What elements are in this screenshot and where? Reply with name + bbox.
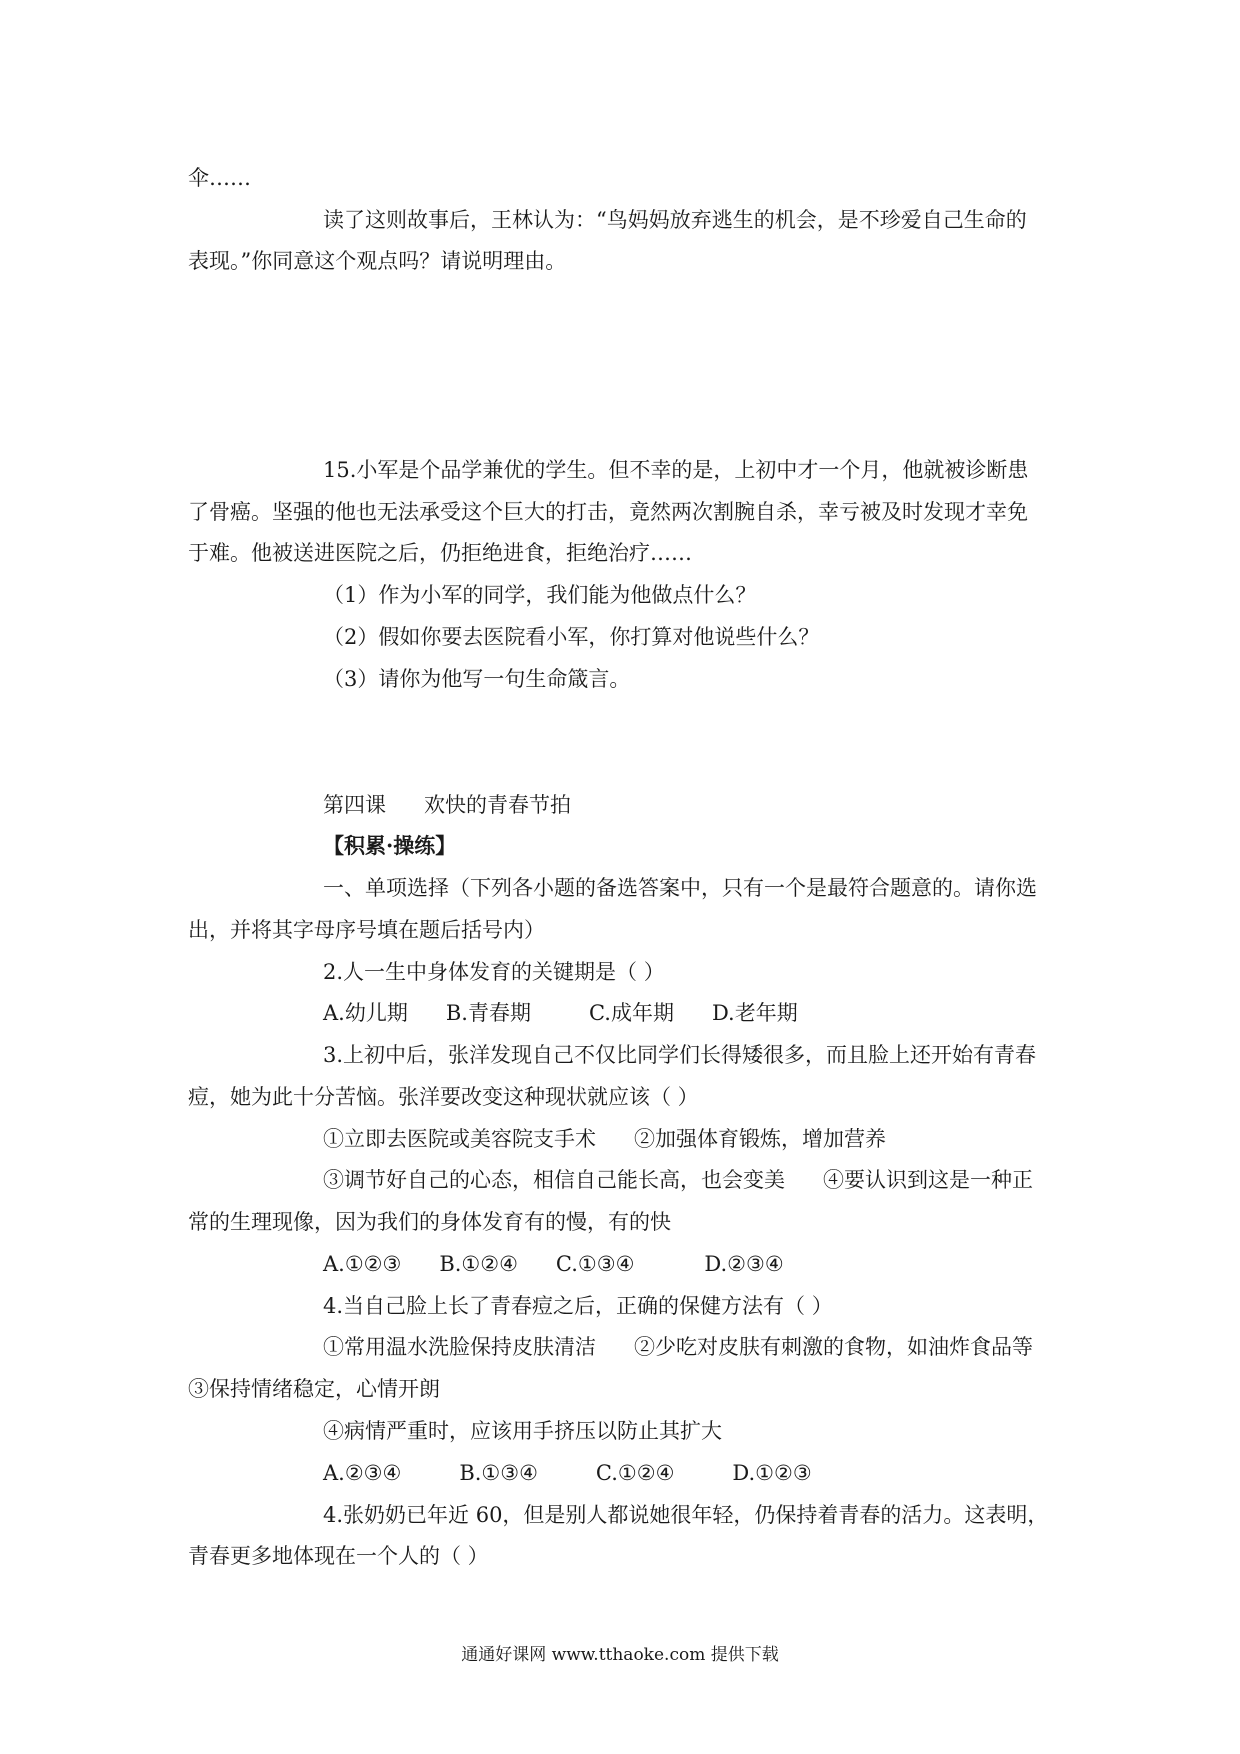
question-2: 2.人一生中身体发育的关键期是（ ）	[323, 960, 665, 984]
text-line: 伞……	[188, 166, 251, 190]
statement-row	[323, 1332, 1033, 1362]
statement-4: ④病情严重时，应该用手挤压以防止其扩大	[323, 1419, 722, 1443]
question-4: 4.当自己脸上长了青春痘之后，正确的保健方法有（ ）	[323, 1294, 833, 1318]
sub-question: （3）请你为他写一句生命箴言。	[323, 667, 631, 691]
option-a: A.①②③	[323, 1252, 402, 1276]
sub-question: （2）假如你要去医院看小军，你打算对他说些什么？	[323, 625, 820, 649]
option-d: D.②③④	[704, 1252, 784, 1276]
text-line: 表现。”你同意这个观点吗？请说明理由。	[188, 249, 567, 273]
option-c: C.①③④	[555, 1252, 635, 1276]
option-b: B.青春期	[445, 1001, 531, 1025]
option-a: A.②③④	[323, 1461, 402, 1485]
section-heading: 【积累·操练】	[323, 833, 457, 858]
option-c: C.①②④	[595, 1461, 675, 1485]
answer-options	[323, 1458, 812, 1488]
statement-3: ③调节好自己的心态，相信自己能长高，也会变美	[323, 1168, 785, 1192]
statement-row	[323, 1124, 886, 1154]
option-d: D.老年期	[711, 1001, 798, 1025]
question-15: 15.小军是个品学兼优的学生。但不幸的是，上初中才一个月，他就被诊断患	[323, 458, 1029, 482]
option-b: B.①②④	[439, 1252, 518, 1276]
option-d: D.①②③	[732, 1461, 812, 1485]
question-4b: 4.张奶奶已年近 60，但是别人都说她很年轻，仍保持着青春的活力。这表明，	[323, 1503, 1049, 1527]
text-line: 痘，她为此十分苦恼。张洋要改变这种现状就应该（ ）	[188, 1085, 699, 1109]
statement-row	[323, 1165, 1033, 1195]
text-line: 一、单项选择（下列各小题的备选答案中，只有一个是最符合题意的。请你选	[323, 876, 1037, 900]
sub-question: （1）作为小军的同学，我们能为他做点什么？	[323, 583, 757, 607]
option-b: B.①③④	[459, 1461, 538, 1485]
lesson-title: 欢快的青春节拍	[424, 793, 571, 817]
text-line: 常的生理现像，因为我们的身体发育有的慢，有的快	[188, 1210, 671, 1234]
text-line: 青春更多地体现在一个人的（ ）	[188, 1544, 489, 1568]
question-3: 3.上初中后，张洋发现自己不仅比同学们长得矮很多，而且脸上还开始有青春	[323, 1043, 1037, 1067]
page-footer: 通通好课网 www.tthaoke.com 提供下载	[461, 1645, 779, 1665]
statement-1: ①常用温水洗脸保持皮肤清洁	[323, 1335, 596, 1359]
option-c: C.成年期	[588, 1001, 674, 1025]
statement-1: ①立即去医院或美容院支手术	[323, 1127, 596, 1151]
lesson-number: 第四课	[323, 793, 386, 817]
statement-3: ③保持情绪稳定，心情开朗	[188, 1377, 440, 1401]
text-line: 读了这则故事后，王林认为：“鸟妈妈放弃逃生的机会，是不珍爱自己生命的	[323, 208, 1027, 232]
answer-options	[323, 998, 798, 1028]
lesson-heading	[323, 790, 571, 820]
text-line: 于难。他被送进医院之后，仍拒绝进食，拒绝治疗……	[188, 541, 692, 565]
statement-4: ④要认识到这是一种正	[823, 1168, 1033, 1192]
answer-options	[323, 1249, 784, 1279]
text-line: 出，并将其字母序号填在题后括号内）	[188, 918, 545, 942]
statement-2: ②加强体育锻炼，增加营养	[634, 1127, 886, 1151]
option-a: A.幼儿期	[323, 1001, 408, 1025]
statement-2: ②少吃对皮肤有刺激的食物，如油炸食品等	[634, 1335, 1033, 1359]
text-line: 了骨癌。坚强的他也无法承受这个巨大的打击，竟然两次割腕自杀，幸亏被及时发现才幸免	[188, 500, 1028, 524]
